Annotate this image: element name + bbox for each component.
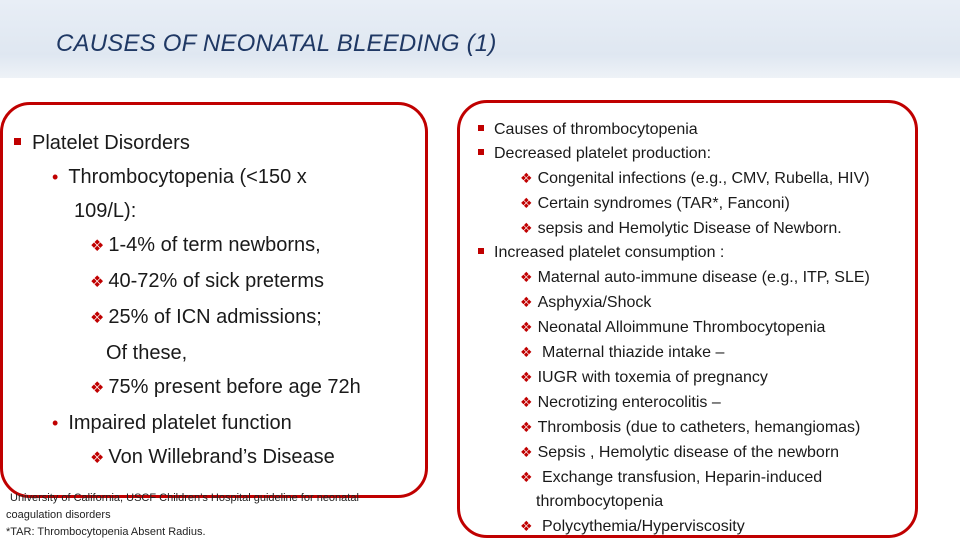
list-item-text: Maternal auto-immune disease (e.g., ITP, SLE) (537, 269, 870, 286)
impaired-function-item (14, 406, 414, 440)
list-item-text: Von Willebrand’s Disease (108, 446, 335, 468)
list-item (478, 390, 918, 415)
list-item-text: 75% present before age 72h (108, 376, 361, 398)
list-item-text: Certain syndromes (TAR*, Fanconi) (537, 195, 790, 212)
platelet-disorders-label: Platelet Disorders (32, 132, 190, 154)
list-item (478, 166, 918, 191)
diamond-bullet-icon: ❖ (520, 469, 533, 485)
diamond-bullet-icon: ❖ (520, 220, 533, 236)
footnote-source-cont: coagulation disorders (6, 509, 111, 521)
impaired-function-label: Impaired platelet function (68, 412, 292, 434)
list-item-text: Sepsis , Hemolytic disease of the newborn (537, 444, 840, 461)
diamond-bullet-icon: ❖ (90, 238, 105, 255)
list-item-text: Congenital infections (e.g., CMV, Rubella, HIV) (537, 170, 870, 187)
dot-bullet-icon: • (52, 167, 59, 187)
footnote-source: University of California, USCF Children’s Hospital guideline for neonatal (10, 492, 359, 504)
square-bullet-icon (478, 248, 484, 254)
thrombocytopenia-label-cont: 109/L): (74, 200, 137, 222)
diamond-bullet-icon: ❖ (520, 344, 533, 360)
causes-heading (478, 118, 918, 142)
list-item (14, 264, 414, 300)
diamond-bullet-icon: ❖ (520, 195, 533, 211)
increased-consumption-item (478, 241, 918, 265)
list-item (478, 265, 918, 290)
diamond-bullet-icon: ❖ (520, 319, 533, 335)
list-item (14, 370, 414, 406)
thrombocytopenia-label: Thrombocytopenia (<150 x (68, 166, 307, 188)
right-content (478, 118, 918, 539)
left-content (14, 126, 414, 476)
platelet-disorders-item (14, 126, 414, 160)
footnote-tar: *TAR: Thrombocytopenia Absent Radius. (6, 526, 206, 538)
list-item (478, 440, 918, 465)
list-item (14, 440, 414, 476)
square-bullet-icon (478, 149, 484, 155)
list-item-text: Neonatal Alloimmune Thrombocytopenia (537, 319, 826, 336)
diamond-bullet-icon: ❖ (90, 310, 105, 327)
list-item-text: 1-4% of term newborns, (108, 234, 321, 256)
square-bullet-icon (14, 138, 21, 145)
thrombocytopenia-item (14, 160, 414, 194)
list-item-text: Maternal thiazide intake – (537, 344, 725, 361)
list-item-text: 25% of ICN admissions; (108, 306, 322, 328)
list-item-text: Asphyxia/Shock (537, 294, 652, 311)
diamond-bullet-icon: ❖ (90, 274, 105, 291)
list-item (478, 315, 918, 340)
diamond-bullet-icon: ❖ (90, 380, 105, 397)
of-these-text: Of these, (106, 342, 188, 364)
diamond-bullet-icon: ❖ (90, 450, 105, 467)
diamond-bullet-icon: ❖ (520, 419, 533, 435)
list-item (478, 465, 918, 490)
diamond-bullet-icon: ❖ (520, 394, 533, 410)
list-item (478, 216, 918, 241)
diamond-bullet-icon: ❖ (520, 444, 533, 460)
list-item (478, 365, 918, 390)
causes-heading-label: Causes of thrombocytopenia (494, 121, 698, 138)
list-item (478, 415, 918, 440)
list-item-text: Necrotizing enterocolitis – (537, 394, 721, 411)
diamond-bullet-icon: ❖ (520, 369, 533, 385)
list-item (14, 300, 414, 336)
decreased-production-item (478, 142, 918, 166)
list-item-text: 40-72% of sick preterms (108, 270, 324, 292)
list-item (478, 290, 918, 315)
decreased-production-label: Decreased platelet production: (494, 145, 712, 162)
list-item (478, 514, 918, 539)
list-item-text: IUGR with toxemia of pregnancy (537, 369, 768, 386)
exchange-continuation: thrombocytopenia (536, 493, 664, 510)
list-item-text: Thrombosis (due to catheters, hemangiomas) (537, 419, 861, 436)
list-item (478, 340, 918, 365)
list-item (14, 228, 414, 264)
diamond-bullet-icon: ❖ (520, 269, 533, 285)
diamond-bullet-icon: ❖ (520, 170, 533, 186)
increased-consumption-label: Increased platelet consumption : (494, 244, 725, 261)
list-item-text: Exchange transfusion, Heparin-induced (537, 469, 823, 486)
square-bullet-icon (478, 125, 484, 131)
footnote (6, 490, 359, 541)
list-item-text: Polycythemia/Hyperviscosity (537, 518, 745, 535)
list-item-text: sepsis and Hemolytic Disease of Newborn. (537, 220, 842, 237)
list-item (478, 191, 918, 216)
dot-bullet-icon: • (52, 413, 59, 433)
slide-title: CAUSES OF NEONATAL BLEEDING (1) (56, 30, 497, 57)
diamond-bullet-icon: ❖ (520, 518, 533, 534)
diamond-bullet-icon: ❖ (520, 294, 533, 310)
